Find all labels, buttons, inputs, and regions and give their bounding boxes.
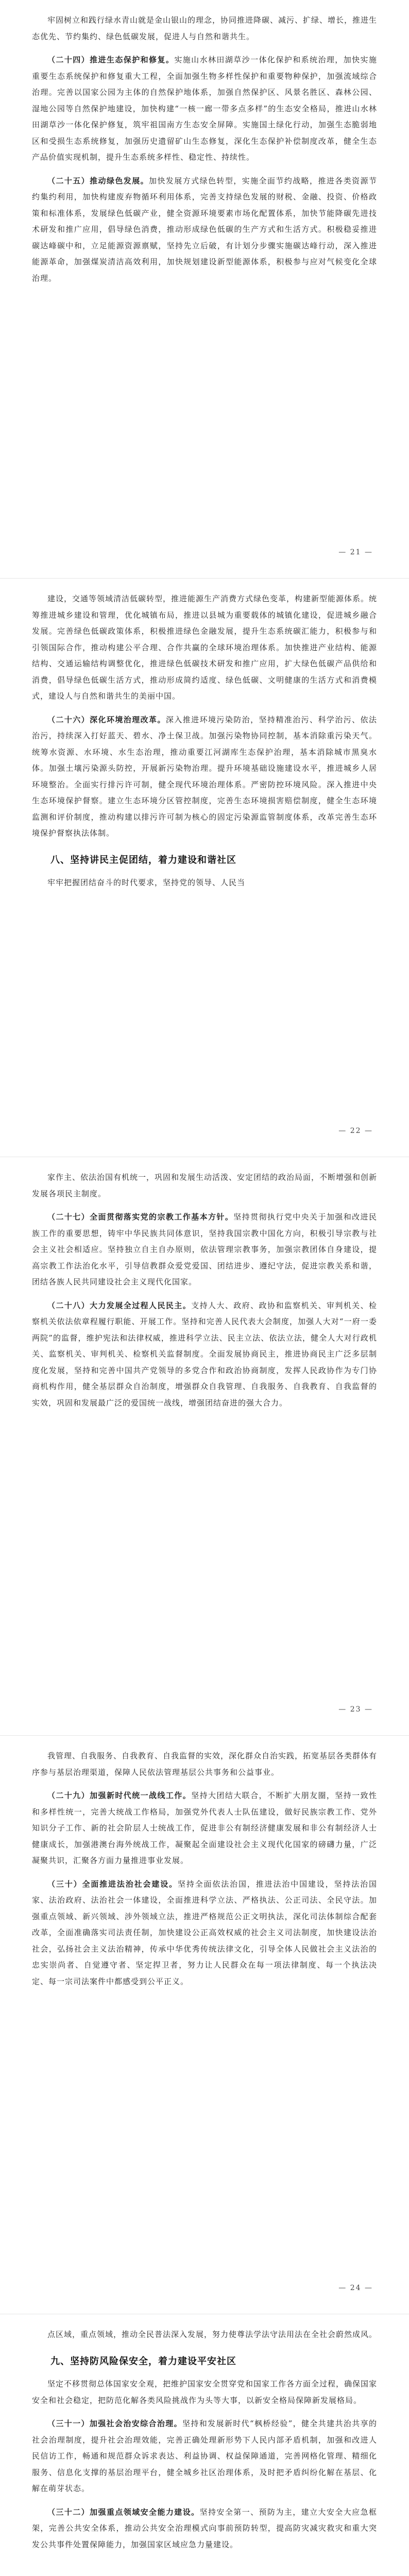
paragraph: （三十）全面推进法治社会建设。坚持全面依法治国，推进法治中国建设，坚持法治国家、法治政府、法治社会一体建设，全面推进科学立法、严格执法、公正司法、全民守法。加强重点领域、新兴领域、涉外领域立法，推进严格规范公正文明执法，深化司法体制综合配套改革，全面准确落实司法责任制，加快建设公正高效权威的社会主义司法制度，加快建设法治社会，弘扬社会主义法治精神，传承中华优秀传统法律文化，引导全体人民做社会主义法治的忠实崇尚者、自觉遵守者、坚定捍卫者，努力让人民群众在每一项法律制度、每一个执法决定、每一宗司法案件中都感受到公平正义。 bbox=[32, 1879, 377, 1986]
paragraph-lead: （三十）全面推进法治社会建设。 bbox=[47, 1879, 178, 1889]
paragraph: 坚定不移贯彻总体国家安全观，把维护国家安全贯穿党和国家工作各方面全过程，确保国家安全和社会稳定，把防范化解各类风险挑战作为头等大事，以新安全格局保障新发展格局。 bbox=[32, 2379, 378, 2405]
paragraph: （二十九）加强新时代统一战线工作。坚持大团结大联合，不断扩大朋友圈，坚持一致性和多样性统一，完善大统战工作格局，加强党外代表人士队伍建设，做好民族宗教工作、党外知识分子工作、新的社会阶层人士统战工作，促进非公有制经济健康发展和非公有制经济人士健康成长，加强港澳台海外统战工作，凝聚起全面建设社会主义现代化国家的磅礴力量，广泛凝聚共识，汇聚各方面力量推进事业发展。 bbox=[32, 1791, 377, 1865]
paragraph: （二十八）大力发展全过程人民民主。支持人大、政府、政协和监察机关、审判机关、检察机关依法依章程履行职能、开展工作。坚持和完善人民代表大会制度，加强人大对“一府一委两院”的监督，维护宪法和法律权威，推进科学立法、民主立法、依法立法，健全人大对行政机关、监察机关、审判机关、检察机关监督制度。全面发展协商民主，推进协商民主广泛多层制度化发展，坚持和完善中国共产党领导的多党合作和政治协商制度，发挥人民政协作为专门协商机构作用，健全基层群众自治制度，增强群众自我管理、自我服务、自我教育、自我监督的实效，巩固和发展最广泛的爱国统一战线，增强团结奋进的强大合力。 bbox=[32, 1300, 377, 1408]
document-page bbox=[0, 1157, 409, 1736]
paragraph-lead: （三十一）加强社会治安综合治理。 bbox=[47, 2419, 183, 2429]
paragraph-lead: （二十六）深化环境治理改革。 bbox=[47, 715, 166, 724]
paragraph-lead: （二十九）加强新时代统一战线工作。 bbox=[47, 1791, 192, 1800]
paragraph: （二十五）推动绿色发展。加快发展方式绿色转型，实施全面节约战略，推进各类资源节约集约利用，加快构建废弃物循环利用体系，完善支持绿色发展的财税、金融、投资、价格政策和标准体系，发展绿色低碳产业，健全资源环境要素市场化配置体系，加快节能降碳先进技术研发和推广应用，倡导绿色消费，推动形成绿色低碳的生产方式和生活方式。积极稳妥推进碳达峰碳中和，立足能源资源禀赋，坚持先立后破，有计划分步骤实施碳达峰行动，深入推进能源革命，加强煤炭清洁高效利用，加快规划建设新型能源体系，积极参与应对气候变化全球治理。 bbox=[32, 176, 377, 283]
document-page bbox=[0, 2314, 409, 2576]
page-content bbox=[32, 12, 377, 286]
paragraph-lead: （二十八）大力发展全过程人民民主。 bbox=[47, 1300, 192, 1310]
page-content bbox=[32, 1748, 377, 1990]
paragraph: （二十四）推进生态保护和修复。实施山水林田湖草沙一体化保护和系统治理，加快实施重要生态系统保护和修复重大工程，全面加强生物多样性保护和重要物种保护，加强流域综合治理。完善以国家公园为主体的自然保护地体系，加强自然保护区、风景名胜区、森林公园、湿地公园等自然保护地建设，加快构建“一核一廊一带多点多样”的生态安全格局，推进山水林田湖草沙一体化保护修复，筑牢祖国南方生态安全屏障。实施国土绿化行动，加强生态脆弱地区和受损生态系统修复，加强历史遗留矿山生态修复，深化生态保护补偿制度改革，健全生态产品价值实现机制，提升生态系统多样性、稳定性、持续性。 bbox=[32, 55, 377, 162]
paragraph: （三十二）加强重点领域安全能力建设。坚持安全第一、预防为主，建立大安全大应急框架，完善公共安全体系，推动公共安全治理模式向事前预防转型，提高防灾减灾救灾和重大突发公共事件处置保障能力，加强国家区域应急力量建设。 bbox=[32, 2507, 377, 2549]
paragraph-lead: （三十二）加强重点领域安全能力建设。 bbox=[47, 2507, 200, 2517]
page-content bbox=[32, 591, 377, 891]
paragraph-lead: （二十五）推动绿色发展。 bbox=[47, 176, 149, 185]
page-number: — 22 — bbox=[338, 1127, 373, 1135]
paragraph: 牢牢把握团结奋斗的时代要求，坚持党的领导、人民当 bbox=[47, 878, 246, 888]
paragraph: （三十一）加强社会治安综合治理。坚持和发展新时代“枫桥经验”，健全共建共治共享的社会治理制度，提升社会治理效能，完善正确处理新形势下人民内部矛盾机制，加强和改进人民信访工作，畅通和规范群众诉求表达、利益协调、权益保障通道，完善网格化管理、精细化服务、信息化支撑的基层治理平台，健全城乡社区治理体系，及时把矛盾纠纷化解在基层、化解在萌芽状态。 bbox=[32, 2419, 377, 2494]
document-page bbox=[0, 579, 409, 1157]
page-number: — 24 — bbox=[338, 2284, 373, 2292]
paragraph: 建设，交通等领域清洁低碳转型，推进能源生产消费方式绿色变革，构建新型能源体系。统筹推进城乡建设和管理，优化城镇布局，推进以县城为重要载体的城镇化建设，促进城乡融合发展。完善绿色低碳政策体系，积极推进绿色金融发展，提升生态系统碳汇能力，积极参与和引领国际合作，推动构建公平合理、合作共赢的全球环境治理体系。加快推进产业结构、能源结构、交通运输结构调整优化，推进绿色低碳技术研发和推广应用，扩大绿色低碳产品供给和消费，倡导绿色低碳生活方式，推动形成简约适度、绿色低碳、文明健康的生活方式和消费模式，建设人与自然和谐共生的美丽中国。 bbox=[32, 594, 378, 701]
page-content bbox=[32, 2327, 377, 2553]
page-content bbox=[32, 1170, 377, 1411]
paragraph: 我管理、自我服务、自我教育、自我监督的实效，深化群众自治实践，拓宽基层各类群体有序参与基层治理渠道，保障人民依法管理基层公共事务和公益事业。 bbox=[32, 1751, 378, 1777]
paragraph: （二十七）全面贯彻落实党的宗教工作基本方针。坚持贯彻执行党中央关于加强和改进民族工作的重要思想，铸牢中华民族共同体意识，坚持我国宗教中国化方向，积极引导宗教与社会主义社会相适应。坚持独立自主自办原则，依法管理宗教事务，加强宗教团体自身建设，提高宗教工作法治化水平，引导信教群众爱党爱国、团结进步、遵纪守法，促进宗教关系和谐，团结各族人民共同建设社会主义现代化国家。 bbox=[32, 1212, 377, 1286]
paragraph: 家作主、依法治国有机统一，巩固和发展生动活泼、安定团结的政治局面，不断增强和创新发展各项民主制度。 bbox=[32, 1173, 378, 1198]
paragraph-lead: （二十七）全面贯彻落实党的宗教工作基本方针。 bbox=[47, 1212, 234, 1222]
page-number: — 21 — bbox=[338, 548, 373, 556]
paragraph: （二十六）深化环境治理改革。深入推进环境污染防治，坚持精准治污、科学治污、依法治污，持续深入打好蓝天、碧水、净土保卫战。加强污染物协同控制，基本消除重污染天气。统筹水资源、水环境、水生态治理，推动重要江河湖库生态保护治理，基本消除城市黑臭水体。加强土壤污染源头防控，开展新污染物治理。提升环境基础设施建设水平，推进城乡人居环境整治。全面实行排污许可制，健全现代环境治理体系。严密防控环境风险。深入推进中央生态环境保护督察。建立生态环境分区管控制度，完善生态环境损害赔偿制度，健全生态环境监测和评价制度，推动构建以排污许可制为核心的固定污染源监管制度体系，改革完善生态环境保护督察执法体制。 bbox=[32, 715, 377, 838]
section-heading: 九、坚持防风险保安全，着力建设平安社区 bbox=[50, 2355, 236, 2367]
paragraph-lead: （二十四）推进生态保护和修复。 bbox=[47, 55, 175, 64]
document-page bbox=[0, 1736, 409, 2314]
document-page bbox=[0, 0, 409, 579]
paragraph: 牢固树立和践行绿水青山就是金山银山的理念，协同推进降碳、减污、扩绿、增长，推进生态优先、节约集约、绿色低碳发展，促进人与自然和谐共生。 bbox=[32, 15, 378, 41]
section-heading: 八、坚持讲民主促团结，着力建设和谐社区 bbox=[50, 854, 236, 866]
paragraph: 点区域，重点领域，推动全民普法深入发展，努力使尊法学法守法用法在全社会蔚然成风。 bbox=[47, 2330, 378, 2339]
page-number: — 23 — bbox=[338, 1705, 373, 1714]
